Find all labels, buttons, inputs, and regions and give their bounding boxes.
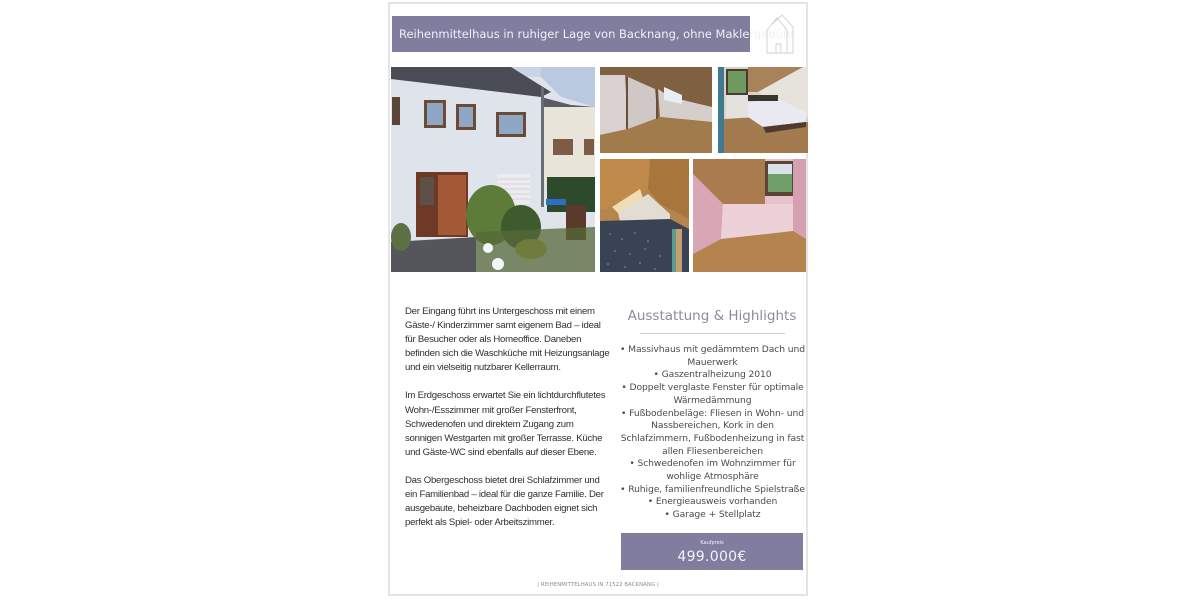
listing-title: Reihenmittelhaus in ruhiger Lage von Backnang, ohne Maklergebühr [392, 16, 750, 52]
highlight-item: • Fußbodenbeläge: Fliesen in Wohn- und Nassbereichen, Kork in den Schlafzimmern, Fußbodenheizung in fast allen Fliesenbereichen [620, 407, 805, 457]
attic-room-photo[interactable] [600, 67, 712, 153]
attic-carpet-photo[interactable] [600, 159, 689, 272]
price-label: Kaufpreis [700, 540, 724, 546]
price-value: 499.000€ [677, 549, 747, 565]
highlight-item: • Gaszentralheizung 2010 [653, 369, 772, 381]
exterior-front-photo[interactable] [391, 67, 595, 272]
bedroom-photo[interactable] [718, 67, 808, 153]
highlight-item: • Garage + Stellplatz [664, 509, 761, 521]
house-outline-icon [764, 13, 796, 55]
description-upper-floor: Das Obergeschoss bietet drei Schlafzimmer und ein Familienbad – ideal für die ganze Familie. Der ausgebaute, beheizbare Dachboden eignet sich perfekt als Spiel- oder Arbeitszimmer. [405, 474, 604, 529]
price-box [621, 533, 803, 570]
highlight-item: • Schwedenofen im Wohnzimmer für wohlige Atmosphäre [629, 458, 796, 483]
property-description [405, 305, 610, 544]
highlight-item: • Energieausweis vorhanden [647, 496, 778, 508]
highlight-item: • Ruhige, familienfreundliche Spielstraße [620, 483, 805, 495]
pink-room-photo[interactable] [693, 159, 806, 272]
highlights-heading: Ausstattung & Highlights [627, 308, 797, 324]
page-footer: | REIHENMITTELHAUS IN 71522 BACKNANG | [537, 582, 659, 588]
highlight-item: • Doppelt verglaste Fenster für optimale Wärmedämmung [621, 382, 804, 406]
expose-page [388, 2, 808, 596]
highlights-divider [640, 333, 785, 334]
highlight-item: • Massivhaus mit gedämmtem Dach und Mauerwerk [620, 344, 805, 368]
highlights-list [620, 344, 805, 522]
description-basement: Der Eingang führt ins Untergeschoss mit einem Gäste-/ Kinderzimmer samt eigenem Bad – ideal für Besucher oder als Homeoffice. Daneben befinden sich die Waschküche mit Heizungsanlage und ein vielseitig nutzbarer Kellerraum. [405, 306, 610, 374]
description-ground-floor: Im Erdgeschoss erwartet Sie ein lichtdurchflutetes Wohn-/Esszimmer mit großer Fensterfront, Schwedenofen und direktem Zugang zum sonnigen Westgarten mit großer Terrasse. Küche und Gäste-WC sind ebenfalls auf dieser Ebene. [405, 390, 606, 458]
